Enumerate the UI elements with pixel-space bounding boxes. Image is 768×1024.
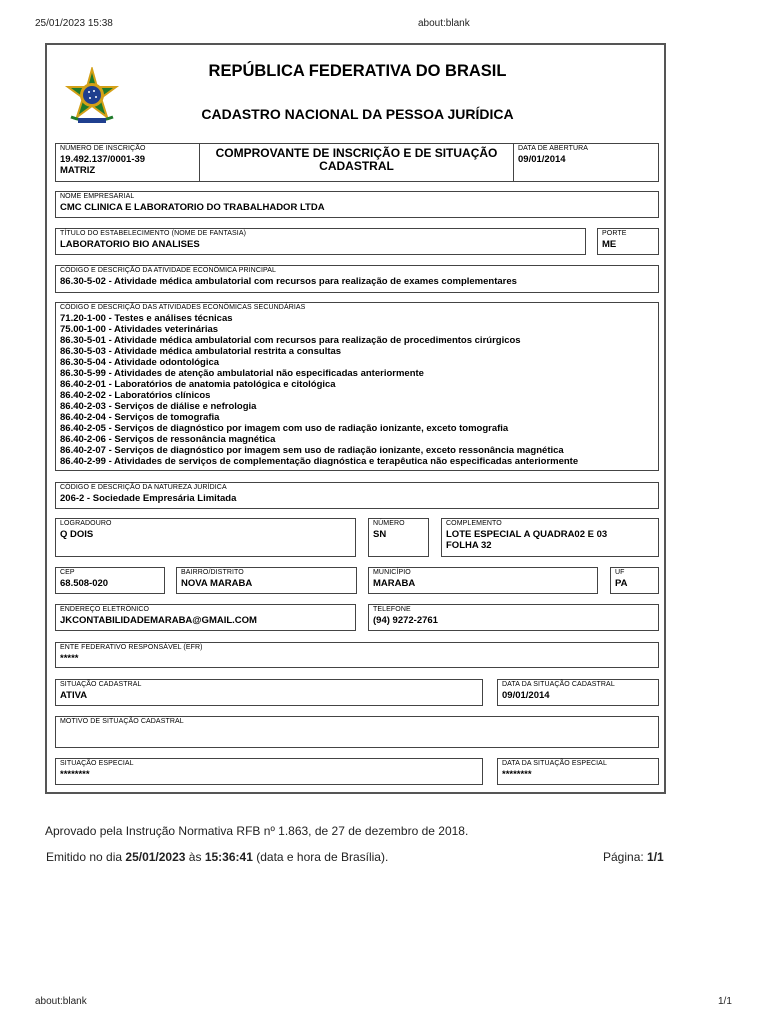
label-situacao-especial: SITUAÇÃO ESPECIAL — [60, 760, 134, 767]
list-item: 86.40-2-99 - Atividades de serviços de complementação diagnóstica e terapêutica não especificadas anteriormente — [60, 456, 579, 467]
label-motivo: MOTIVO DE SITUAÇÃO CADASTRAL — [60, 718, 184, 725]
field-cep — [55, 567, 165, 594]
label-telefone: TELEFONE — [373, 606, 411, 613]
field-fantasia — [55, 228, 586, 255]
value-logradouro: Q DOIS — [60, 529, 94, 540]
list-item: 86.30-5-99 - Atividades de atenção ambulatorial não especificadas anteriormente — [60, 368, 424, 379]
list-item: 71.20-1-00 - Testes e análises técnicas — [60, 313, 233, 324]
list-item: 86.30-5-01 - Atividade médica ambulatorial com recursos para realização de procedimentos cirúrgicos — [60, 335, 521, 346]
list-item: 86.40-2-03 - Serviços de diálise e nefrologia — [60, 401, 257, 412]
value-bairro: NOVA MARABA — [181, 578, 253, 589]
label-porte: PORTE — [602, 230, 627, 237]
emission-line — [46, 850, 388, 864]
label-efr: ENTE FEDERATIVO RESPONSÁVEL (EFR) — [60, 644, 203, 651]
list-item: 86.40-2-02 - Laboratórios clínicos — [60, 390, 211, 401]
label-data-situacao-especial: DATA DA SITUAÇÃO ESPECIAL — [502, 760, 607, 767]
document-title: COMPROVANTE DE INSCRIÇÃO E DE SITUAÇÃO CADASTRAL — [199, 143, 514, 182]
value-numero: SN — [373, 529, 387, 540]
value-natureza: 206-2 - Sociedade Empresária Limitada — [60, 493, 237, 504]
label-municipio: MUNICÍPIO — [373, 569, 411, 576]
field-uf — [610, 567, 659, 594]
value-inscricao: 19.492.137/0001-39 — [60, 154, 146, 165]
value-complemento-2: FOLHA 32 — [446, 540, 492, 551]
value-email: JKCONTABILIDADEMARABA@GMAIL.COM — [60, 615, 257, 626]
print-datetime: 25/01/2023 15:38 — [35, 18, 113, 29]
print-footer-url: about:blank — [35, 996, 87, 1007]
list-item: 86.30-5-03 - Atividade médica ambulatorial restrita a consultas — [60, 346, 342, 357]
label-atividade-principal: CÓDIGO E DESCRIÇÃO DA ATIVIDADE ECONÔMICA PRINCIPAL — [60, 267, 277, 274]
label-natureza: CÓDIGO E DESCRIÇÃO DA NATUREZA JURÍDICA — [60, 484, 227, 491]
label-bairro: BAIRRO/DISTRITO — [181, 569, 244, 576]
header-title: REPÚBLICA FEDERATIVA DO BRASIL — [208, 62, 507, 80]
label-fantasia: TÍTULO DO ESTABELECIMENTO (NOME DE FANTASIA) — [60, 230, 247, 237]
field-data-situacao-especial — [497, 758, 659, 785]
emitted-time: 15:36:41 — [204, 850, 253, 864]
field-email — [55, 604, 356, 631]
print-footer-page: 1/1 — [718, 996, 732, 1007]
value-cep: 68.508-020 — [60, 578, 109, 589]
list-item: 86.40-2-07 - Serviços de diagnóstico por imagem sem uso de radiação ionizante, exceto ressonância magnética — [60, 445, 564, 456]
value-abertura: 09/01/2014 — [518, 154, 566, 165]
value-municipio: MARABA — [373, 578, 416, 589]
label-abertura: DATA DE ABERTURA — [518, 145, 589, 152]
label-logradouro: LOGRADOURO — [60, 520, 112, 527]
label-atividades-secundarias: CÓDIGO E DESCRIÇÃO DAS ATIVIDADES ECONÔMICAS SECUNDÁRIAS — [60, 304, 306, 311]
atividades-secundarias-list — [60, 313, 578, 467]
list-item: 86.40-2-06 - Serviços de ressonância magnética — [60, 434, 276, 445]
value-complemento: LOTE ESPECIAL A QUADRA02 E 03 — [446, 529, 608, 540]
approval-note: Aprovado pela Instrução Normativa RFB nº 1.863, de 27 de dezembro de 2018. — [45, 824, 469, 838]
value-data-situacao-especial: ******** — [502, 769, 532, 780]
value-uf: PA — [615, 578, 628, 589]
value-inscricao-type: MATRIZ — [60, 165, 96, 176]
page-value: 1/1 — [647, 850, 664, 864]
field-complemento — [441, 518, 659, 557]
field-atividades-secundarias — [55, 302, 659, 471]
label-complemento: COMPLEMENTO — [446, 520, 502, 527]
list-item: 86.30-5-04 - Atividade odontológica — [60, 357, 220, 368]
label-uf: UF — [615, 569, 625, 576]
list-item: 86.40-2-04 - Serviços de tomografia — [60, 412, 220, 423]
value-porte: ME — [602, 239, 617, 250]
field-inscricao — [55, 143, 200, 182]
field-nome — [55, 191, 659, 218]
value-nome: CMC CLINICA E LABORATORIO DO TRABALHADOR LTDA — [60, 202, 325, 213]
value-situacao-especial: ******** — [60, 769, 90, 780]
field-data-situacao — [497, 679, 659, 706]
field-natureza — [55, 482, 659, 509]
value-situacao: ATIVA — [60, 690, 88, 701]
list-item: 75.00-1-00 - Atividades veterinárias — [60, 324, 219, 335]
label-situacao: SITUAÇÃO CADASTRAL — [60, 681, 142, 688]
field-atividade-principal — [55, 265, 659, 293]
emitted-date: 25/01/2023 — [125, 850, 186, 864]
list-item: 86.40-2-05 - Serviços de diagnóstico por imagem com uso de radiação ionizante, exceto tomografia — [60, 423, 509, 434]
value-data-situacao: 09/01/2014 — [502, 690, 550, 701]
value-telefone: (94) 9272-2761 — [373, 615, 438, 626]
field-logradouro — [55, 518, 356, 557]
list-item: 86.40-2-01 - Laboratórios de anatomia patológica e citológica — [60, 379, 336, 390]
field-situacao — [55, 679, 483, 706]
field-bairro — [176, 567, 357, 594]
emitted-at: às — [188, 850, 202, 864]
field-porte — [597, 228, 659, 255]
field-telefone — [368, 604, 659, 631]
field-situacao-especial — [55, 758, 483, 785]
field-numero — [368, 518, 429, 557]
field-motivo — [55, 716, 659, 748]
page-label: Página: — [603, 850, 644, 864]
page-indicator — [603, 850, 664, 864]
label-nome: NOME EMPRESARIAL — [60, 193, 135, 200]
print-page-title: about:blank — [418, 18, 470, 29]
label-cep: CEP — [60, 569, 75, 576]
value-efr: ***** — [60, 653, 79, 664]
emitted-prefix: Emitido no dia — [46, 850, 123, 864]
label-data-situacao: DATA DA SITUAÇÃO CADASTRAL — [502, 681, 615, 688]
field-municipio — [368, 567, 598, 594]
value-fantasia: LABORATORIO BIO ANALISES — [60, 239, 200, 250]
field-abertura — [513, 143, 659, 182]
value-atividade-principal: 86.30-5-02 - Atividade médica ambulatorial com recursos para realização de exames complementares — [60, 276, 517, 287]
label-inscricao: NÚMERO DE INSCRIÇÃO — [60, 145, 146, 152]
header-subtitle: CADASTRO NACIONAL DA PESSOA JURÍDICA — [201, 106, 514, 122]
emitted-suffix: (data e hora de Brasília). — [256, 850, 389, 864]
label-numero: NÚMERO — [373, 520, 405, 527]
label-email: ENDEREÇO ELETRÔNICO — [60, 606, 150, 613]
field-efr — [55, 642, 659, 668]
